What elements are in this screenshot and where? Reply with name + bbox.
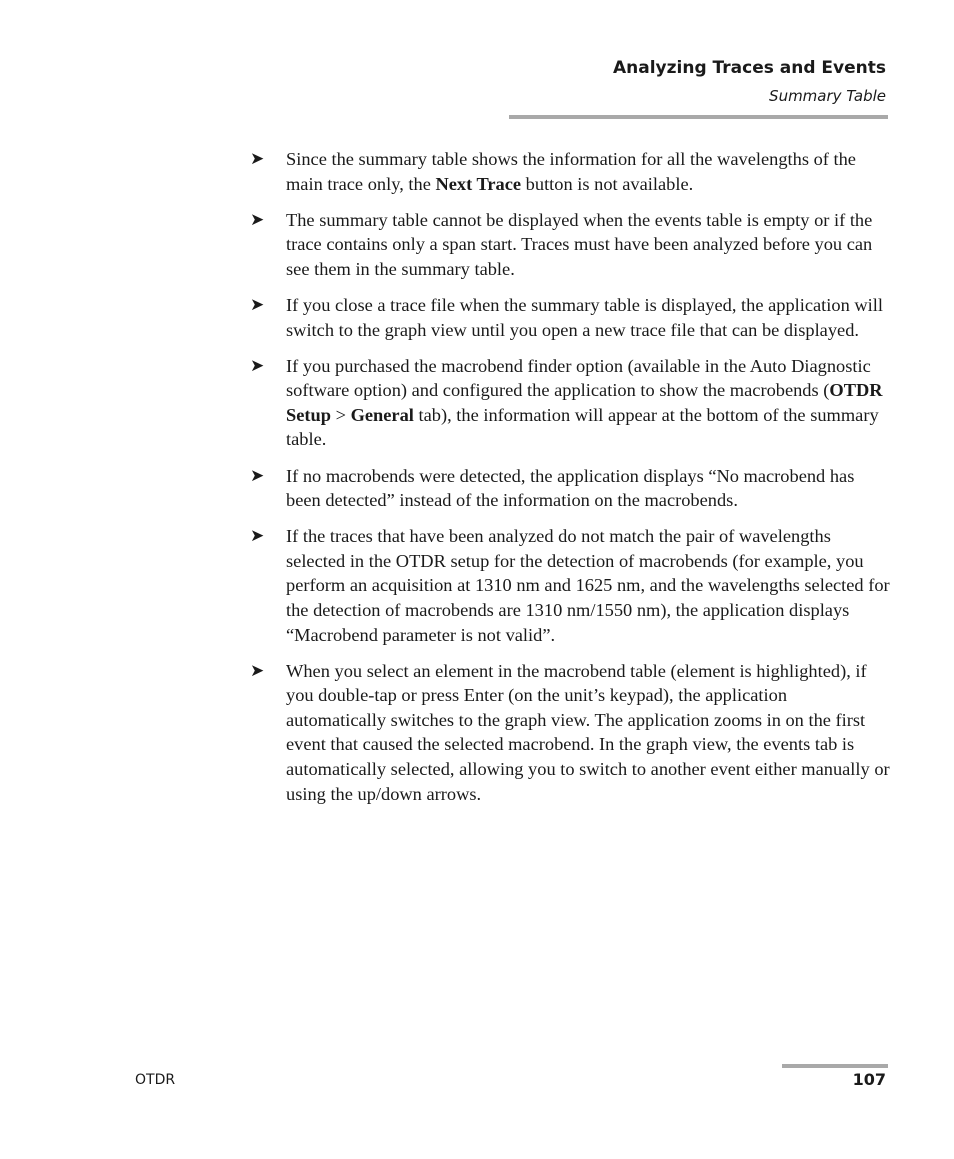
bullet-list bbox=[250, 147, 890, 818]
bullet-text bbox=[286, 524, 890, 647]
bullet-item bbox=[250, 147, 890, 196]
text-run: If the traces that have been analyzed do not match the pair of wavelengths selected in the OTDR setup for the detection of macrobends (for example, you perform an acquisition at 1310 nm and 1625 nm, and the wavelengths selected for the detection of macrobends are 1310 nm/1550 nm), the application displays “Macrobend parameter is not valid”. bbox=[286, 526, 890, 645]
bullet-arrow-icon: ➤ bbox=[250, 355, 265, 376]
bullet-text bbox=[286, 293, 890, 342]
ui-term: General bbox=[350, 404, 414, 425]
bullet-item bbox=[250, 208, 890, 282]
footer-rule bbox=[782, 1064, 888, 1068]
bullet-arrow-icon: ➤ bbox=[250, 526, 265, 547]
ui-term: OTDR Setup bbox=[286, 380, 883, 425]
text-run: The summary table cannot be displayed when the events table is empty or if the trace contains only a span start. Traces must have been analyzed before you can see them in the summary table. bbox=[286, 209, 873, 279]
bullet-arrow-icon: ➤ bbox=[250, 209, 265, 230]
bullet-arrow-icon: ➤ bbox=[250, 294, 265, 315]
bullet-arrow-icon: ➤ bbox=[250, 660, 265, 681]
text-run: button is not available. bbox=[521, 173, 694, 194]
bullet-arrow-icon: ➤ bbox=[250, 149, 265, 169]
bullet-item bbox=[250, 524, 890, 647]
text-run: Since the summary table shows the information for all the wavelengths of the main trace only, the bbox=[286, 149, 856, 194]
text-run: tab), the information will appear at the bottom of the summary table. bbox=[286, 404, 879, 450]
page-number: 107 bbox=[852, 1070, 886, 1089]
text-run: > bbox=[330, 404, 351, 425]
bullet-text bbox=[286, 659, 890, 807]
bullet-text bbox=[286, 464, 890, 513]
footer-product-label: OTDR bbox=[135, 1072, 176, 1088]
bullet-item bbox=[250, 354, 890, 452]
bullet-text bbox=[286, 147, 890, 196]
running-header-subtitle: Summary Table bbox=[769, 87, 886, 105]
text-run: If no macrobends were detected, the application displays “No macrobend has been detected” instead of the information on the macrobends. bbox=[286, 465, 855, 511]
ui-term: Next Trace bbox=[435, 173, 522, 194]
bullet-text bbox=[286, 208, 890, 282]
text-run: If you close a trace file when the summary table is displayed, the application will switch to the graph view until you open a new trace file that can be displayed. bbox=[286, 294, 883, 340]
text-run: When you select an element in the macrobend table (element is highlighted), if you double-tap or press Enter (on the unit’s keypad), the application automatically switches to the graph view. The application zooms in on the first event that caused the selected macrobend. In the graph view, the events tab is automatically selected, allowing you to switch to another event either manually or using the up/down arrows. bbox=[286, 660, 890, 804]
text-run: If you purchased the macrobend finder option (available in the Auto Diagnostic software option) and configured the application to show the macrobends ( bbox=[286, 355, 871, 401]
bullet-text bbox=[286, 354, 890, 452]
bullet-item bbox=[250, 659, 890, 807]
bullet-item bbox=[250, 293, 890, 342]
bullet-item bbox=[250, 464, 890, 513]
header-rule bbox=[509, 115, 888, 119]
running-header-title: Analyzing Traces and Events bbox=[612, 58, 886, 78]
bullet-arrow-icon: ➤ bbox=[250, 465, 265, 486]
